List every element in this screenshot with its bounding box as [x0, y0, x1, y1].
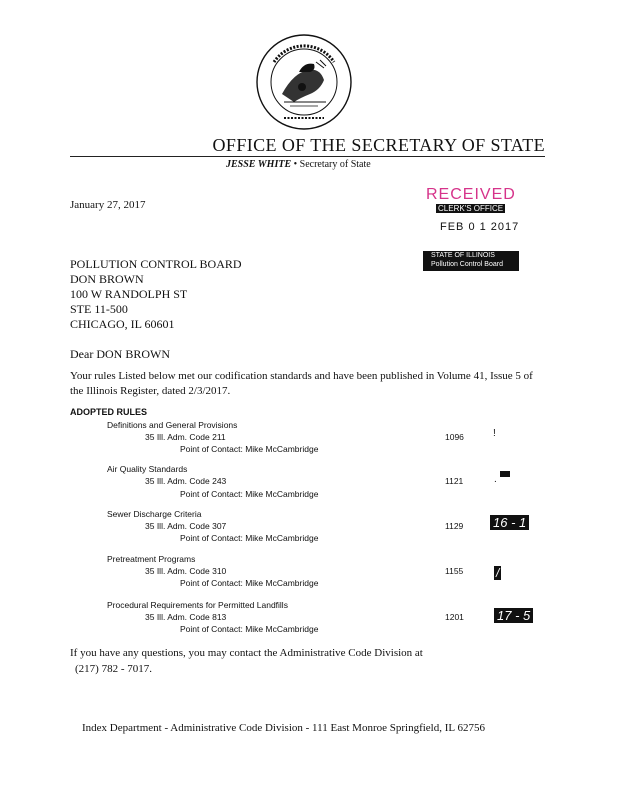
recipient-address: [70, 257, 242, 332]
footer-address: Index Department - Administrative Code Division - 111 East Monroe Springfield, IL 62756: [82, 722, 485, 734]
rule-page: 1129: [445, 521, 464, 531]
rule-page: 1155: [445, 566, 464, 576]
office-title: OFFICE OF THE SECRETARY OF STATE: [212, 135, 545, 155]
letter-date: January 27, 2017: [70, 199, 146, 211]
rule-page: 1201: [445, 612, 464, 622]
header-subtitle: [226, 159, 371, 170]
received-stamp: [420, 186, 520, 242]
received-stamp-word: RECEIVED: [426, 186, 516, 203]
closing-phone: (217) 782 - 7017.: [75, 663, 152, 675]
rule-code: 35 Ill. Adm. Code 243: [145, 476, 227, 486]
rule-name: Procedural Requirements for Permitted Landfills: [107, 600, 288, 610]
rule-name: Air Quality Standards: [107, 464, 188, 474]
rule-code: 35 Ill. Adm. Code 307: [145, 521, 227, 531]
rule-name: Sewer Discharge Criteria: [107, 509, 202, 519]
state-stamp: [423, 251, 519, 271]
rule-contact: Point of Contact: Mike McCambridge: [180, 624, 319, 634]
received-stamp-date: FEB 0 1 2017: [440, 221, 520, 233]
handwritten-mark: /: [496, 566, 500, 580]
section-heading: ADOPTED RULES: [70, 407, 148, 417]
rule-contact: Point of Contact: Mike McCambridge: [180, 444, 319, 454]
handwritten-mark: 17 - 5: [494, 608, 533, 623]
salutation: Dear DON BROWN: [70, 347, 170, 361]
rule-name: Definitions and General Provisions: [107, 420, 238, 430]
address-line: STE 11-500: [70, 302, 128, 316]
rule-page: 1096: [445, 432, 464, 442]
rule-contact: Point of Contact: Mike McCambridge: [180, 578, 319, 588]
state-seal-icon: [254, 32, 354, 132]
body-paragraph: Your rules Listed below met our codification standards and have been published in Volume 41, Issue 5 of the Illinois Register, dated 2/3/2017.: [70, 370, 533, 397]
rule-name: Pretreatment Programs: [107, 554, 196, 564]
rule-code: 35 Ill. Adm. Code 813: [145, 612, 227, 622]
closing-line: If you have any questions, you may contact the Administrative Code Division at: [70, 647, 423, 659]
redaction-mark: [500, 471, 510, 477]
address-line: DON BROWN: [70, 272, 144, 286]
secretary-name: JESSE WHITE: [226, 159, 292, 170]
handwritten-mark: !: [493, 428, 496, 439]
state-stamp-board: Pollution Control Board: [431, 261, 503, 268]
received-stamp-office: CLERK'S OFFICE: [438, 204, 504, 213]
address-line: CHICAGO, IL 60601: [70, 317, 175, 331]
address-line: POLLUTION CONTROL BOARD: [70, 257, 242, 271]
header-divider: [70, 156, 545, 157]
rule-code: 35 Ill. Adm. Code 211: [145, 432, 226, 442]
handwritten-mark: 16 - 1: [490, 515, 529, 530]
secretary-role: • Secretary of State: [291, 159, 371, 170]
state-stamp-line: STATE OF ILLINOIS: [431, 252, 495, 259]
address-line: 100 W RANDOLPH ST: [70, 287, 188, 301]
rule-code: 35 Ill. Adm. Code 310: [145, 566, 227, 576]
rule-contact: Point of Contact: Mike McCambridge: [180, 533, 319, 543]
handwritten-mark: .: [494, 474, 497, 485]
rule-page: 1121: [445, 476, 464, 486]
closing-paragraph: [70, 645, 540, 677]
rule-contact: Point of Contact: Mike McCambridge: [180, 489, 319, 499]
